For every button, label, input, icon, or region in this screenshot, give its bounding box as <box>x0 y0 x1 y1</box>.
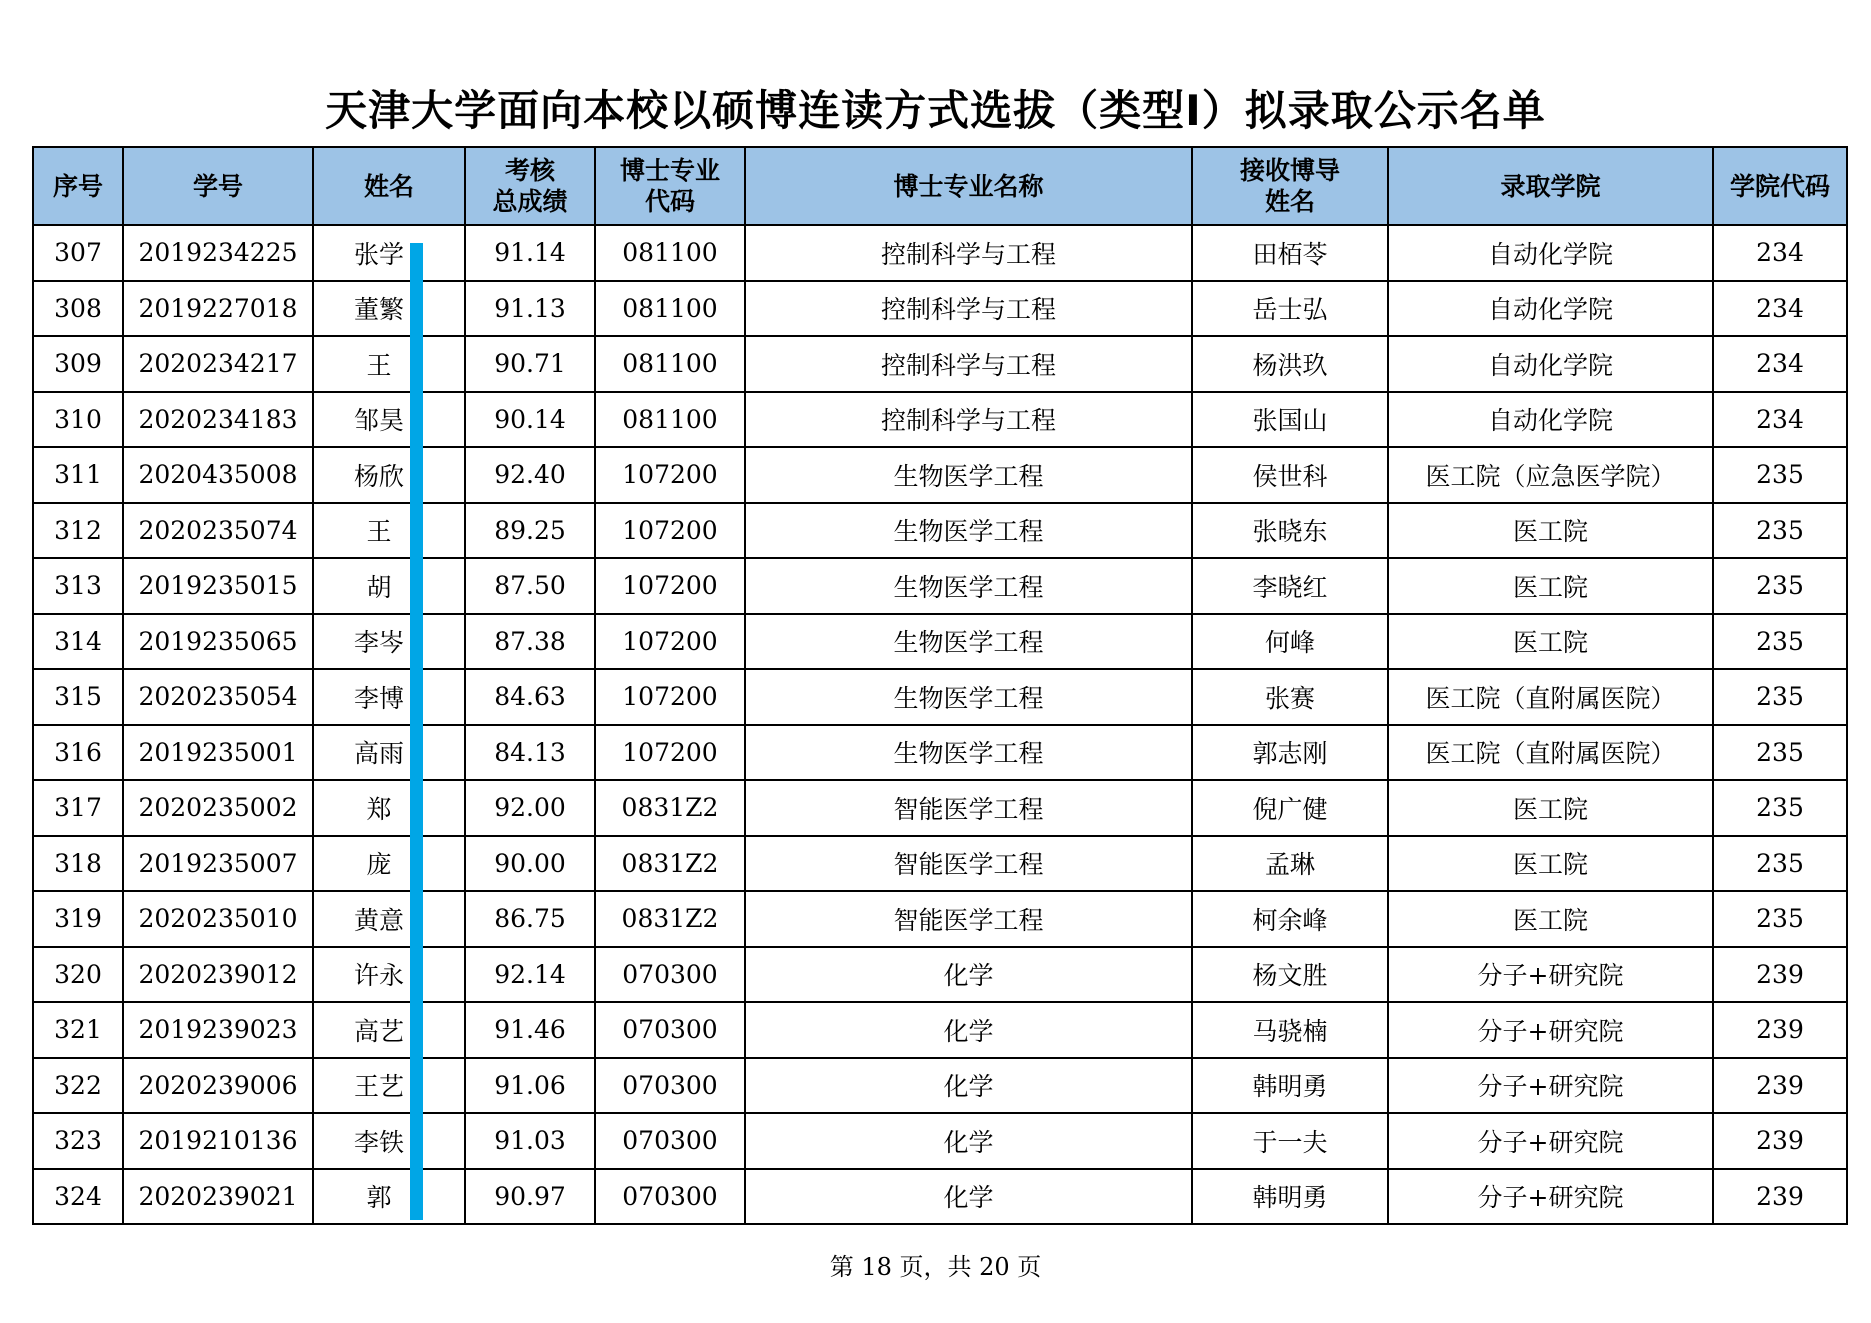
cell-score: 90.97 <box>465 1169 595 1225</box>
cell-student-id: 2019234225 <box>123 225 313 281</box>
student-name: 李岑 <box>353 628 404 658</box>
cell-score: 87.50 <box>465 558 595 614</box>
cell-major-code: 107200 <box>595 503 745 559</box>
table-row <box>33 725 1847 781</box>
cell-score: 91.13 <box>465 281 595 337</box>
cell-advisor: 李晓红 <box>1192 558 1388 614</box>
cell-advisor: 韩明勇 <box>1192 1058 1388 1114</box>
cell-major-code: 107200 <box>595 447 745 503</box>
header-advisor <box>1192 147 1388 225</box>
cell-seq: 308 <box>33 281 123 337</box>
cell-student-id: 2020235002 <box>123 780 313 836</box>
cell-seq: 313 <box>33 558 123 614</box>
header-score-line1: 考核 <box>504 156 555 185</box>
table-row <box>33 336 1847 392</box>
cell-college: 医工院 <box>1388 891 1713 947</box>
cell-advisor: 何峰 <box>1192 614 1388 670</box>
student-name: 许永 <box>353 961 404 991</box>
cell-name <box>313 725 465 781</box>
student-name: 张学 <box>353 239 404 269</box>
cell-major-name: 智能医学工程 <box>745 836 1192 892</box>
cell-college-code: 235 <box>1713 558 1847 614</box>
cell-name <box>313 558 465 614</box>
cell-advisor: 郭志刚 <box>1192 725 1388 781</box>
cell-college: 分子+研究院 <box>1388 1058 1713 1114</box>
cell-advisor: 韩明勇 <box>1192 1169 1388 1225</box>
cell-seq: 314 <box>33 614 123 670</box>
name-redaction-bar <box>410 243 423 1220</box>
student-name: 李铁 <box>353 1127 404 1157</box>
student-name: 李博 <box>353 683 404 713</box>
cell-score: 84.63 <box>465 669 595 725</box>
header-major-code-line2: 代码 <box>644 187 695 216</box>
cell-major-code: 070300 <box>595 1058 745 1114</box>
cell-college: 自动化学院 <box>1388 225 1713 281</box>
cell-name <box>313 891 465 947</box>
cell-college-code: 239 <box>1713 1058 1847 1114</box>
table-row <box>33 1058 1847 1114</box>
cell-student-id: 2020239021 <box>123 1169 313 1225</box>
cell-advisor: 孟琳 <box>1192 836 1388 892</box>
cell-seq: 315 <box>33 669 123 725</box>
cell-name <box>313 669 465 725</box>
student-name: 王 <box>366 350 392 380</box>
cell-college: 医工院 <box>1388 503 1713 559</box>
cell-college-code: 239 <box>1713 1169 1847 1225</box>
cell-advisor: 岳士弘 <box>1192 281 1388 337</box>
cell-seq: 319 <box>33 891 123 947</box>
header-score-line2: 总成绩 <box>492 187 568 216</box>
student-name: 黄意 <box>353 905 404 935</box>
cell-major-code: 070300 <box>595 1113 745 1169</box>
student-name: 郑 <box>366 794 392 824</box>
header-major-code <box>595 147 745 225</box>
cell-major-name: 控制科学与工程 <box>745 225 1192 281</box>
cell-student-id: 2019235007 <box>123 836 313 892</box>
cell-seq: 311 <box>33 447 123 503</box>
cell-college-code: 239 <box>1713 1002 1847 1058</box>
cell-name <box>313 1169 465 1225</box>
cell-seq: 324 <box>33 1169 123 1225</box>
cell-name <box>313 281 465 337</box>
cell-college-code: 234 <box>1713 392 1847 448</box>
cell-seq: 310 <box>33 392 123 448</box>
cell-student-id: 2019227018 <box>123 281 313 337</box>
cell-major-name: 化学 <box>745 1058 1192 1114</box>
cell-college-code: 235 <box>1713 614 1847 670</box>
cell-student-id: 2020234183 <box>123 392 313 448</box>
cell-name <box>313 614 465 670</box>
cell-advisor: 杨文胜 <box>1192 947 1388 1003</box>
cell-student-id: 2019210136 <box>123 1113 313 1169</box>
cell-score: 90.14 <box>465 392 595 448</box>
cell-major-name: 化学 <box>745 1002 1192 1058</box>
cell-score: 91.14 <box>465 225 595 281</box>
cell-score: 92.00 <box>465 780 595 836</box>
cell-advisor: 张赛 <box>1192 669 1388 725</box>
cell-score: 92.14 <box>465 947 595 1003</box>
cell-major-code: 081100 <box>595 336 745 392</box>
cell-major-code: 070300 <box>595 1002 745 1058</box>
admission-table <box>32 146 1848 1225</box>
cell-college: 医工院 <box>1388 614 1713 670</box>
cell-name <box>313 1058 465 1114</box>
cell-student-id: 2019239023 <box>123 1002 313 1058</box>
cell-name <box>313 836 465 892</box>
cell-seq: 312 <box>33 503 123 559</box>
table-row <box>33 947 1847 1003</box>
cell-major-name: 生物医学工程 <box>745 503 1192 559</box>
cell-major-name: 智能医学工程 <box>745 891 1192 947</box>
header-name: 姓名 <box>313 147 465 225</box>
header-major-code-line1: 博士专业 <box>619 156 720 185</box>
cell-college-code: 234 <box>1713 225 1847 281</box>
cell-major-code: 070300 <box>595 947 745 1003</box>
cell-major-name: 化学 <box>745 1113 1192 1169</box>
cell-student-id: 2020235054 <box>123 669 313 725</box>
cell-college: 分子+研究院 <box>1388 1113 1713 1169</box>
cell-name <box>313 392 465 448</box>
cell-major-name: 生物医学工程 <box>745 447 1192 503</box>
cell-major-name: 生物医学工程 <box>745 725 1192 781</box>
cell-name <box>313 780 465 836</box>
cell-major-code: 107200 <box>595 669 745 725</box>
cell-college-code: 235 <box>1713 780 1847 836</box>
cell-student-id: 2020435008 <box>123 447 313 503</box>
table-row <box>33 1002 1847 1058</box>
cell-college: 医工院（直附属医院） <box>1388 725 1713 781</box>
cell-college: 医工院（应急医学院） <box>1388 447 1713 503</box>
table-row <box>33 392 1847 448</box>
cell-college-code: 235 <box>1713 891 1847 947</box>
cell-major-name: 生物医学工程 <box>745 558 1192 614</box>
cell-score: 89.25 <box>465 503 595 559</box>
table-row <box>33 1169 1847 1225</box>
cell-college-code: 235 <box>1713 725 1847 781</box>
table-row <box>33 669 1847 725</box>
page-footer: 第 18 页，共 20 页 <box>829 1253 1042 1281</box>
header-student-id: 学号 <box>123 147 313 225</box>
cell-seq: 321 <box>33 1002 123 1058</box>
cell-seq: 317 <box>33 780 123 836</box>
cell-college-code: 239 <box>1713 947 1847 1003</box>
header-advisor-line1: 接收博导 <box>1239 156 1340 185</box>
cell-college: 医工院（直附属医院） <box>1388 669 1713 725</box>
header-college-code: 学院代码 <box>1713 147 1847 225</box>
cell-college: 分子+研究院 <box>1388 947 1713 1003</box>
cell-score: 91.03 <box>465 1113 595 1169</box>
cell-advisor: 张晓东 <box>1192 503 1388 559</box>
student-name: 邹昊 <box>353 406 404 436</box>
student-name: 郭 <box>366 1183 392 1213</box>
table-row <box>33 558 1847 614</box>
cell-major-code: 070300 <box>595 1169 745 1225</box>
cell-major-code: 081100 <box>595 392 745 448</box>
cell-student-id: 2020235010 <box>123 891 313 947</box>
table-row <box>33 281 1847 337</box>
cell-major-code: 081100 <box>595 281 745 337</box>
table-body <box>33 225 1847 1224</box>
cell-seq: 309 <box>33 336 123 392</box>
cell-college-code: 234 <box>1713 336 1847 392</box>
cell-major-code: 107200 <box>595 725 745 781</box>
cell-college: 医工院 <box>1388 780 1713 836</box>
cell-college: 自动化学院 <box>1388 336 1713 392</box>
student-name: 王 <box>366 517 392 547</box>
cell-major-code: 107200 <box>595 558 745 614</box>
cell-major-name: 智能医学工程 <box>745 780 1192 836</box>
page-title: 天津大学面向本校以硕博连读方式选拔（类型I）拟录取公示名单 <box>325 86 1546 135</box>
cell-advisor: 田栢苓 <box>1192 225 1388 281</box>
cell-name <box>313 947 465 1003</box>
student-name: 高雨 <box>353 739 404 769</box>
cell-advisor: 杨洪玖 <box>1192 336 1388 392</box>
table-row <box>33 225 1847 281</box>
cell-college: 医工院 <box>1388 836 1713 892</box>
cell-college-code: 234 <box>1713 281 1847 337</box>
cell-advisor: 倪广健 <box>1192 780 1388 836</box>
cell-seq: 307 <box>33 225 123 281</box>
student-name: 胡 <box>366 572 392 602</box>
cell-college-code: 239 <box>1713 1113 1847 1169</box>
table-row <box>33 447 1847 503</box>
header-advisor-line2: 姓名 <box>1264 187 1315 216</box>
cell-major-name: 控制科学与工程 <box>745 336 1192 392</box>
cell-major-code: 107200 <box>595 614 745 670</box>
cell-advisor: 柯余峰 <box>1192 891 1388 947</box>
cell-major-code: 081100 <box>595 225 745 281</box>
cell-seq: 316 <box>33 725 123 781</box>
cell-advisor: 张国山 <box>1192 392 1388 448</box>
cell-score: 90.00 <box>465 836 595 892</box>
cell-college: 医工院 <box>1388 558 1713 614</box>
cell-score: 86.75 <box>465 891 595 947</box>
cell-name <box>313 225 465 281</box>
table-row <box>33 836 1847 892</box>
cell-score: 90.71 <box>465 336 595 392</box>
cell-advisor: 于一夫 <box>1192 1113 1388 1169</box>
cell-name <box>313 336 465 392</box>
cell-major-name: 化学 <box>745 947 1192 1003</box>
student-name: 杨欣 <box>353 461 404 491</box>
cell-name <box>313 503 465 559</box>
cell-student-id: 2019235065 <box>123 614 313 670</box>
cell-major-code: 0831Z2 <box>595 780 745 836</box>
cell-student-id: 2019235001 <box>123 725 313 781</box>
cell-college: 分子+研究院 <box>1388 1002 1713 1058</box>
cell-major-code: 0831Z2 <box>595 836 745 892</box>
table-row <box>33 614 1847 670</box>
cell-score: 84.13 <box>465 725 595 781</box>
cell-seq: 322 <box>33 1058 123 1114</box>
cell-college-code: 235 <box>1713 447 1847 503</box>
cell-name <box>313 1002 465 1058</box>
cell-seq: 318 <box>33 836 123 892</box>
cell-major-name: 化学 <box>745 1169 1192 1225</box>
cell-seq: 320 <box>33 947 123 1003</box>
cell-score: 87.38 <box>465 614 595 670</box>
cell-major-code: 0831Z2 <box>595 891 745 947</box>
cell-major-name: 生物医学工程 <box>745 669 1192 725</box>
cell-student-id: 2020234217 <box>123 336 313 392</box>
cell-seq: 323 <box>33 1113 123 1169</box>
cell-college: 自动化学院 <box>1388 281 1713 337</box>
cell-major-name: 生物医学工程 <box>745 614 1192 670</box>
cell-advisor: 侯世科 <box>1192 447 1388 503</box>
header-seq: 序号 <box>33 147 123 225</box>
cell-advisor: 马骁楠 <box>1192 1002 1388 1058</box>
table-row <box>33 891 1847 947</box>
cell-college: 自动化学院 <box>1388 392 1713 448</box>
header-score <box>465 147 595 225</box>
cell-major-name: 控制科学与工程 <box>745 281 1192 337</box>
cell-student-id: 2020239006 <box>123 1058 313 1114</box>
cell-college-code: 235 <box>1713 503 1847 559</box>
student-name: 王艺 <box>353 1072 404 1102</box>
cell-college-code: 235 <box>1713 836 1847 892</box>
cell-college: 分子+研究院 <box>1388 1169 1713 1225</box>
table-row <box>33 780 1847 836</box>
cell-score: 91.46 <box>465 1002 595 1058</box>
header-college: 录取学院 <box>1388 147 1713 225</box>
table-row <box>33 1113 1847 1169</box>
student-name: 董繁 <box>353 295 404 325</box>
table-header-row <box>33 147 1847 225</box>
header-major-name: 博士专业名称 <box>745 147 1192 225</box>
student-name: 高艺 <box>353 1016 404 1046</box>
cell-student-id: 2020235074 <box>123 503 313 559</box>
cell-score: 91.06 <box>465 1058 595 1114</box>
student-name: 庞 <box>366 850 392 880</box>
cell-major-name: 控制科学与工程 <box>745 392 1192 448</box>
cell-student-id: 2020239012 <box>123 947 313 1003</box>
cell-college-code: 235 <box>1713 669 1847 725</box>
cell-score: 92.40 <box>465 447 595 503</box>
cell-name <box>313 1113 465 1169</box>
cell-student-id: 2019235015 <box>123 558 313 614</box>
table-row <box>33 503 1847 559</box>
cell-name <box>313 447 465 503</box>
